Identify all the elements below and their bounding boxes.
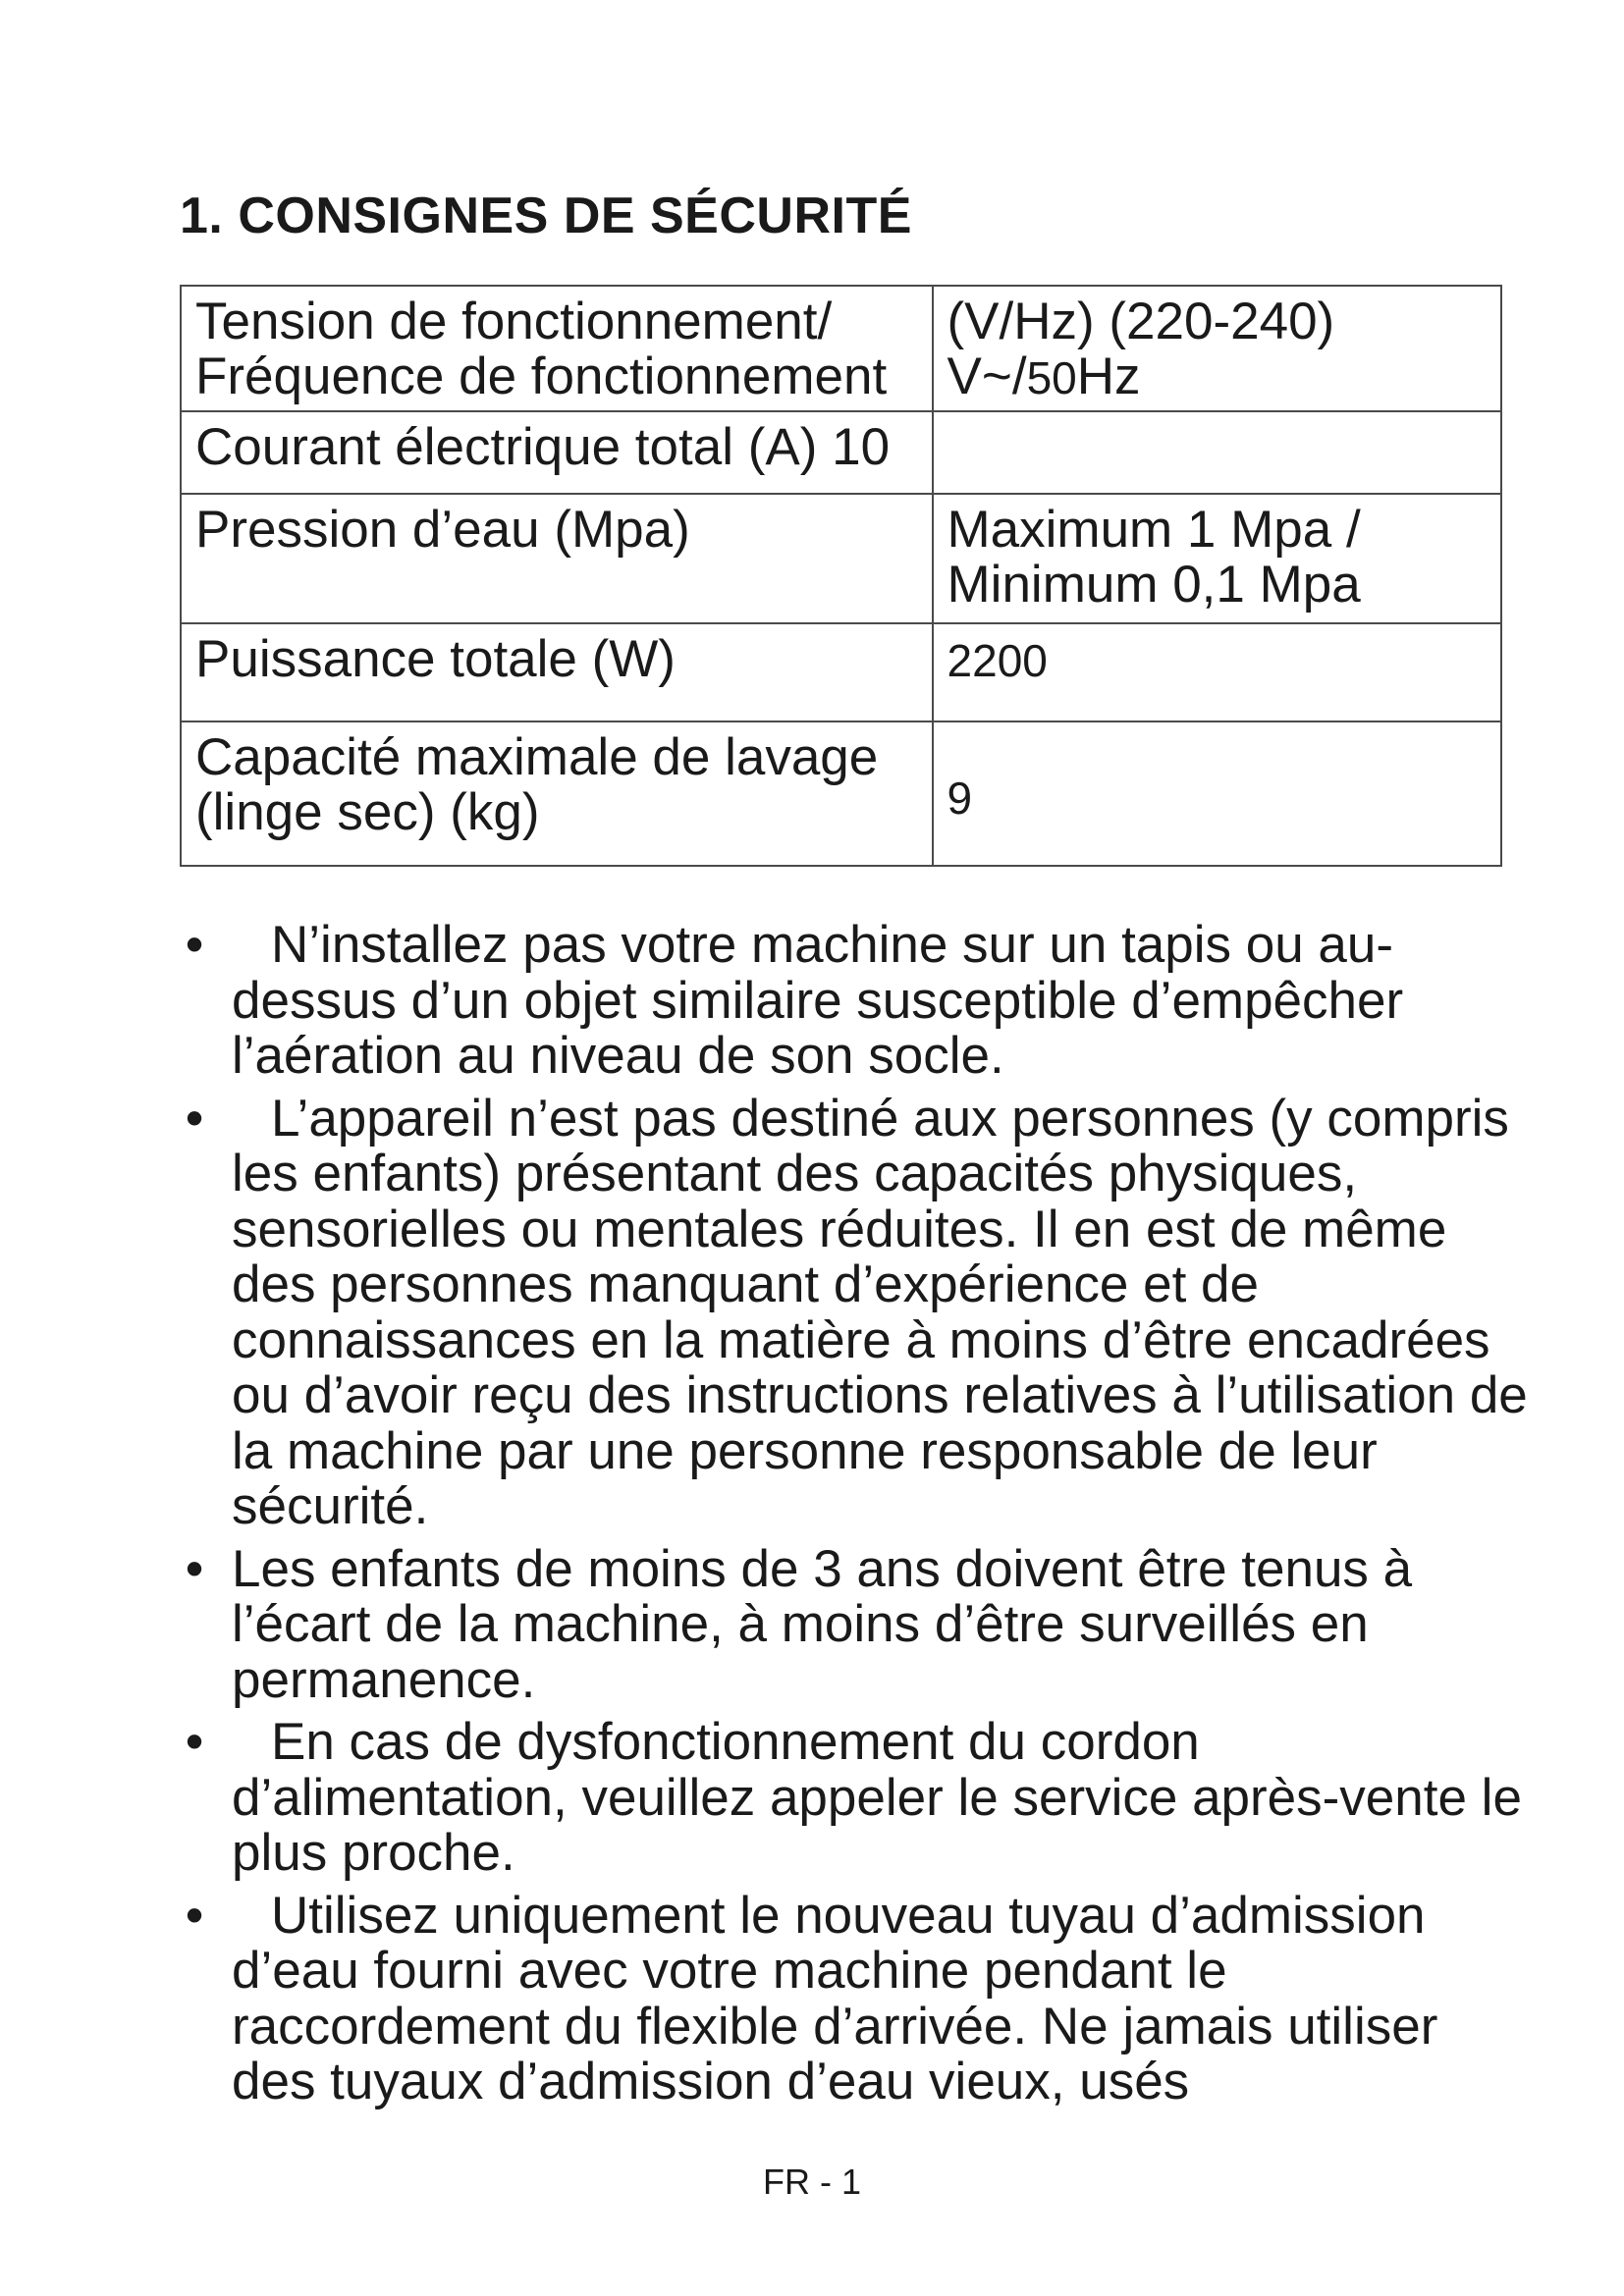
bullet-icon: •	[185, 1089, 204, 1148]
list-item-text: Utilisez uniquement le nouveau tuyau d’admission d’eau fourni avec votre machine pendant le raccordement du flexible d’arrivée. Ne jamais utiliser des tuyaux d’admission d’eau vieux, usés	[232, 1886, 1438, 2110]
frequency-prefix: V~/	[947, 347, 1027, 405]
page-number: FR - 1	[762, 2162, 861, 2202]
safety-instructions-list	[180, 918, 1535, 2117]
list-item	[180, 1089, 1535, 1535]
table-cell-label	[181, 721, 933, 866]
table-row	[181, 721, 1501, 866]
list-item	[180, 1539, 1535, 1709]
total-current-value: 10	[832, 418, 891, 476]
bullet-icon: •	[185, 1886, 204, 1945]
list-item	[180, 1715, 1535, 1882]
max-capacity-value: 9	[947, 773, 973, 824]
table-cell-value	[933, 721, 1501, 866]
table-cell-label	[181, 623, 933, 721]
table-cell-label	[181, 411, 933, 494]
max-pressure-value: Maximum 1 Mpa /	[947, 501, 1361, 559]
table-row	[181, 623, 1501, 721]
list-item	[180, 918, 1535, 1085]
table-cell-value	[933, 411, 1501, 494]
list-item-text: N’installez pas votre machine sur un tapis ou au-dessus d’un objet similaire susceptible d’empêcher l’aération au niveau de son socle.	[232, 916, 1404, 1085]
frequency-value: 50	[1026, 352, 1077, 403]
total-power-label: Puissance totale (W)	[195, 630, 676, 688]
list-item-text: En cas de dysfonctionnement du cordon d’alimentation, veuillez appeler le service après-vente le plus proche.	[232, 1713, 1522, 1882]
page-title: 1. CONSIGNES DE SÉCURITÉ	[180, 187, 912, 244]
table-cell-value	[933, 494, 1501, 623]
voltage-value: (V/Hz) (220-240)	[947, 293, 1335, 350]
table-cell-value	[933, 623, 1501, 721]
list-item-text: Les enfants de moins de 3 ans doivent être tenus à l’écart de la machine, à moins d’être surveillés en permanence.	[232, 1539, 1413, 1709]
water-pressure-label: Pression d’eau (Mpa)	[195, 501, 690, 559]
total-current-label: Courant électrique total (A)	[195, 418, 818, 476]
table-row	[181, 494, 1501, 623]
list-item	[180, 1886, 1535, 2110]
bullet-icon: •	[185, 916, 204, 974]
operating-voltage-label: Tension de fonctionnement/	[195, 293, 833, 350]
max-capacity-sublabel: (linge sec) (kg)	[195, 783, 540, 841]
frequency-unit: Hz	[1076, 347, 1141, 405]
bullet-icon: •	[185, 1713, 204, 1771]
table-row	[181, 411, 1501, 494]
operating-frequency-label: Fréquence de fonctionnement	[195, 347, 888, 405]
specifications-table	[180, 285, 1502, 867]
table-cell-value	[933, 286, 1501, 411]
total-power-value: 2200	[947, 635, 1048, 686]
table-row	[181, 286, 1501, 411]
bullet-icon: •	[185, 1539, 204, 1598]
table-cell-label	[181, 286, 933, 411]
min-pressure-value: Minimum 0,1 Mpa	[947, 556, 1361, 614]
max-capacity-label: Capacité maximale de lavage	[195, 728, 879, 786]
list-item-text: L’appareil n’est pas destiné aux personnes (y compris les enfants) présentant des capacités physiques, sensorielles ou mentales réduites. Il en est de même des personnes manquant d’expérience et de connaissances en la matière à moins d’être encadrées ou d’avoir reçu des instructions relatives à l’utilisation de la machine par une personne responsable de leur sécurité.	[232, 1089, 1528, 1535]
table-cell-label	[181, 494, 933, 623]
